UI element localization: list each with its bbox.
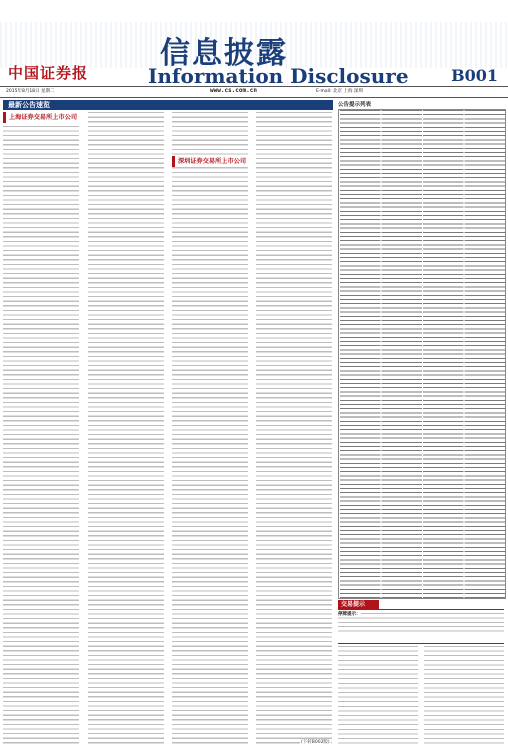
continued-note: (下转B002版) [301,740,330,745]
trade-tips-heading: 交易提示 [338,600,379,609]
newspaper-logo: 中国证券报 [8,64,89,82]
section-title-cn: 信息披露 [160,36,288,71]
issue-date: 2015年8月18日 星期二 [6,89,55,94]
contact-address: E-mail: 北京 上海 深圳 [316,89,363,94]
text-column-4 [256,112,332,746]
announcement-columns [3,112,335,746]
page-code: B001 [451,66,498,85]
announcement-band [3,100,333,110]
announcement-band-label: 最新公告速览 [8,101,50,109]
trade-tips-rule [338,609,504,610]
table-title: 公告提示列表 [338,102,372,108]
section-head-shanghai: 上海证券交易所上市公司 [3,112,79,123]
info-strip [0,86,508,98]
trade-suspension-label: 停牌提示： [338,612,361,617]
section-head-shenzhen: 深圳证券交易所上市公司 [172,156,250,167]
website-url[interactable]: www.cs.com.cn [210,87,257,94]
text-column-1 [3,112,79,746]
column-text-block [172,112,248,746]
column-text-block [3,112,79,746]
notice-text-left [338,646,418,746]
text-column-3 [172,112,248,746]
notice-text-right [424,646,504,746]
notice-divider [338,643,504,644]
column-text-block [88,112,164,746]
text-column-2 [88,112,164,746]
section-title-en: Information Disclosure [148,64,409,88]
column-text-block [256,112,332,746]
trade-tips-text [338,613,504,635]
masthead [0,0,508,96]
announcement-table [338,109,506,599]
